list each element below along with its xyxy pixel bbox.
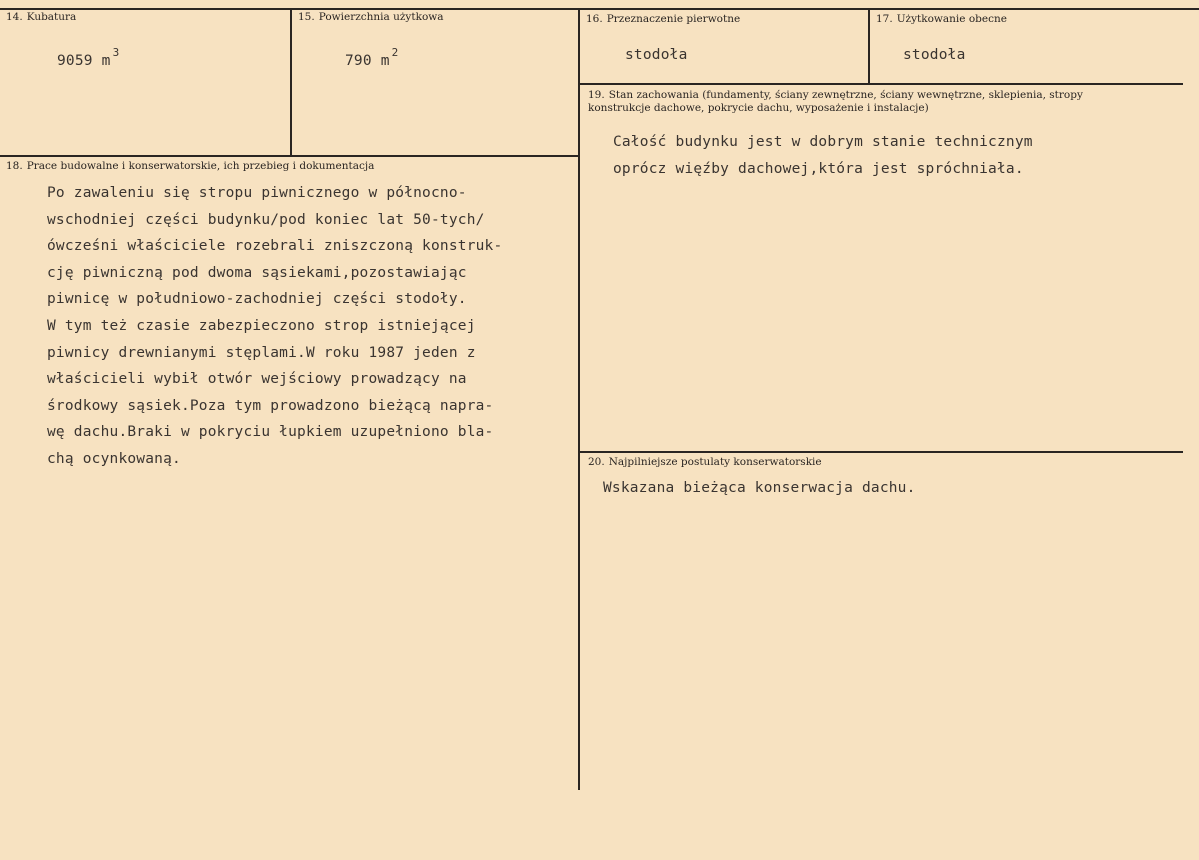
field-18-number: 18. — [6, 160, 23, 172]
field-19-label — [588, 89, 1083, 102]
field-15-title: Powierzchnia użytkowa — [318, 11, 444, 23]
works-text-line: wę dachu.Braki w pokryciu łupkiem uzupełniono bla- — [47, 424, 494, 441]
works-text-line: środkowy sąsiek.Poza tym prowadzono bieżącą napra- — [47, 397, 494, 414]
field-19-text — [613, 129, 1033, 182]
field-18-title: Prace budowalne i konserwatorskie, ich przebieg i dokumentacja — [26, 160, 375, 172]
area-unit: m — [380, 53, 390, 69]
divider-14-15 — [290, 8, 292, 156]
field-17-label — [876, 13, 1007, 26]
field-19-label-continued: konstrukcje dachowe, pokrycie dachu, wyposażenie i instalacje) — [588, 102, 929, 114]
field-16-number: 16. — [586, 13, 603, 25]
cubature-unit: m — [101, 53, 111, 69]
works-text-line: chą ocynkowaną. — [47, 450, 181, 467]
divider-left-row — [0, 155, 579, 157]
center-divider — [578, 8, 580, 790]
works-text-line: Po zawaleniu się stropu piwnicznego w północno- — [47, 185, 467, 201]
top-border-line — [0, 8, 1199, 10]
works-text-line: W tym też czasie zabezpieczono strop istniejącej — [47, 317, 476, 334]
field-14-label — [6, 11, 76, 24]
condition-text-line: oprócz więźby dachowej,która jest spróchniała. — [613, 160, 1024, 177]
field-19-number: 19. — [588, 89, 605, 101]
cubature-unit-exponent: 3 — [112, 46, 120, 59]
field-16-title: Przeznaczenie pierwotne — [606, 13, 741, 25]
works-text-line: wschodniej części budynku/pod koniec lat 50-tych/ — [47, 211, 485, 228]
field-20-number: 20. — [588, 456, 605, 468]
field-18-label — [6, 160, 374, 173]
works-text-line: ówcześni właściciele rozebrali zniszczoną konstruk- — [47, 238, 503, 255]
field-20-title: Najpilniejsze postulaty konserwatorskie — [608, 456, 822, 468]
divider-top-right-row — [578, 83, 1183, 85]
field-19-title-line1: Stan zachowania (fundamenty, ściany zewnętrzne, ściany wewnętrzne, sklepienia, stropy — [608, 89, 1083, 101]
field-18-text — [47, 180, 502, 473]
area-unit-exponent: 2 — [391, 46, 399, 59]
area-number: 790 — [345, 53, 372, 69]
field-16-value: stodoła — [625, 47, 688, 63]
works-text-line: piwnicę w południowo-zachodniej części stodoły. — [47, 291, 467, 308]
divider-16-17 — [868, 8, 870, 84]
field-17-value: stodoła — [903, 47, 966, 63]
works-text-line: właścicieli wybił otwór wejściowy prowadzący na — [47, 371, 467, 388]
condition-text-line: Całość budynku jest w dobrym stanie technicznym — [613, 134, 1033, 150]
field-15-label — [298, 11, 444, 24]
cubature-number: 9059 — [57, 53, 93, 69]
works-text-line: piwnicy drewnianymi stęplami.W roku 1987 jeden z — [47, 344, 476, 361]
works-text-line: cję piwniczną pod dwoma sąsiekami,pozostawiając — [47, 264, 467, 281]
field-17-title: Użytkowanie obecne — [896, 13, 1007, 25]
divider-19-20 — [578, 451, 1183, 453]
field-14-title: Kubatura — [26, 11, 77, 23]
field-16-label — [586, 13, 740, 26]
field-20-text: Wskazana bieżąca konserwacja dachu. — [603, 480, 916, 496]
field-15-number: 15. — [298, 11, 315, 23]
field-15-value — [345, 46, 399, 69]
field-20-label — [588, 456, 822, 469]
field-14-value — [57, 46, 119, 69]
field-17-number: 17. — [876, 13, 893, 25]
field-14-number: 14. — [6, 11, 23, 23]
